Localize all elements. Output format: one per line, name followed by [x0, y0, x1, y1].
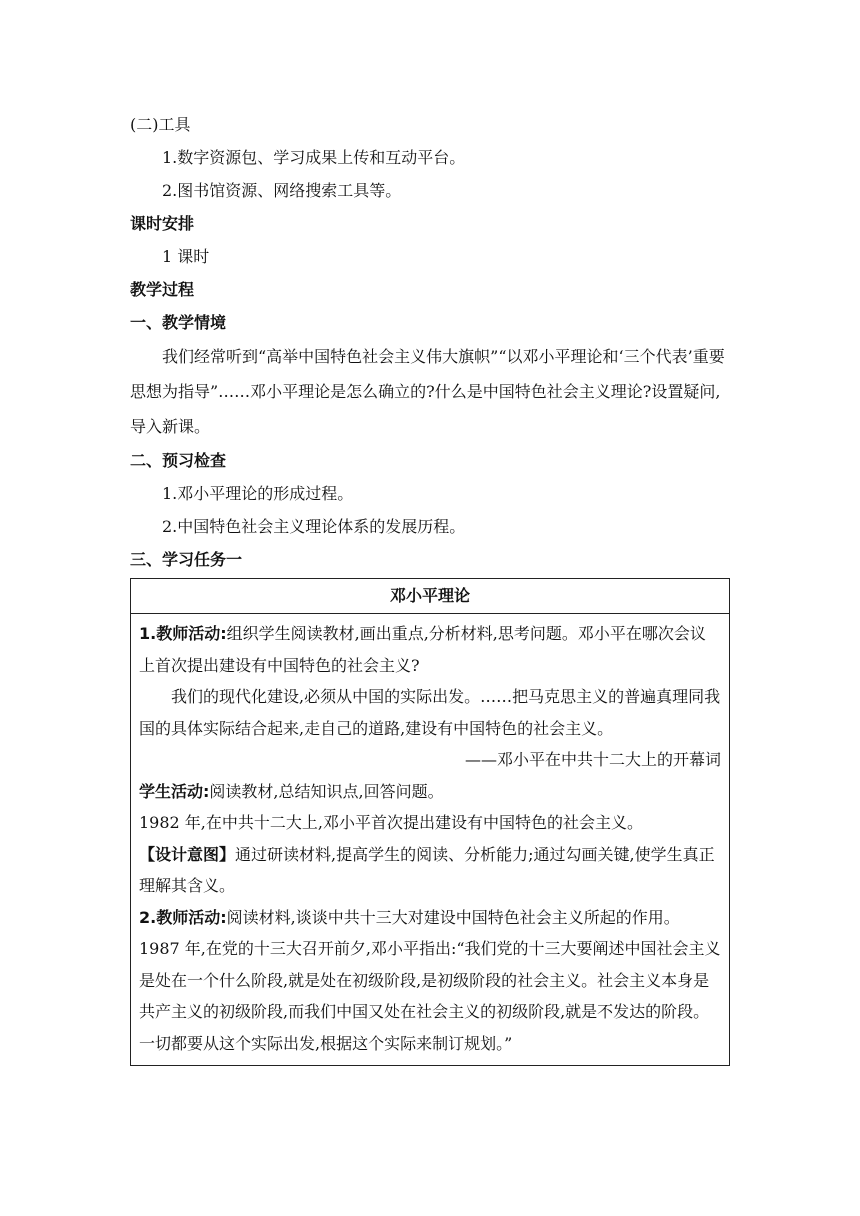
teacher-activity-1-label: 1.教师活动: — [139, 624, 227, 643]
student-activity-text: 阅读教材,总结知识点,回答问题。 — [209, 781, 444, 801]
document-content — [130, 108, 730, 1066]
section2-item: 2.中国特色社会主义理论体系的发展历程。 — [162, 517, 466, 536]
schedule-text: 1 课时 — [162, 247, 210, 266]
tools-heading: (二)工具 — [130, 115, 191, 134]
task-box-body — [131, 614, 729, 1065]
schedule-heading: 课时安排 — [130, 214, 195, 233]
task-box-title: 邓小平理论 — [131, 579, 729, 614]
teacher-activity-1 — [139, 618, 721, 681]
tools-item: 2.图书馆资源、网络搜索工具等。 — [162, 181, 402, 200]
quote-source: ——邓小平在中共十二大上的开幕词 — [464, 750, 721, 769]
teacher-activity-1-text: 组织学生阅读教材,画出重点,分析材料,思考问题。邓小平在哪次会议上首次提出建设有中国特色的社会主义? — [139, 624, 706, 675]
process-heading: 教学过程 — [130, 280, 195, 299]
design-intent-text: 通过研读材料,提高学生的阅读、分析能力;通过勾画关键,使学生真正理解其含义。 — [139, 844, 715, 895]
section3-heading: 三、学习任务一 — [130, 550, 243, 569]
student-activity — [139, 776, 721, 808]
section1-heading: 一、教学情境 — [130, 313, 227, 332]
tools-item: 1.数字资源包、学习成果上传和互动平台。 — [162, 148, 466, 167]
student-activity-label: 学生活动: — [139, 781, 210, 801]
teacher-activity-2-text: 阅读材料,谈谈中共十三大对建设中国特色社会主义所起的作用。 — [226, 907, 680, 927]
section2-item: 1.邓小平理论的形成过程。 — [162, 484, 354, 503]
section1-text: 我们经常听到“高举中国特色社会主义伟大旗帜”“以邓小平理论和‘三个代表’重要思想为指导”……邓小平理论是怎么确立的?什么是中国特色社会主义理论?设置疑问,导入新课。 — [130, 347, 725, 436]
design-intent-label: 【设计意图】 — [139, 844, 236, 864]
material-text: 1987 年,在党的十三大召开前夕,邓小平指出:“我们党的十三大要阐述中国社会主义是处在一个什么阶段,就是处在初级阶段,是初级阶段的社会主义。社会主义本身是共产主义的初级阶段,而我们中国又处在社会主义的初级阶段,就是不发达的阶段。一切都要从这个实际出发,根据这个实际来制订规划。” — [139, 939, 721, 1053]
design-intent — [139, 839, 721, 902]
section2-heading: 二、预习检查 — [130, 451, 227, 470]
answer-text: 1982 年,在中共十二大上,邓小平首次提出建设有中国特色的社会主义。 — [139, 813, 643, 832]
teacher-activity-2-label: 2.教师活动: — [139, 907, 227, 927]
task-box — [130, 578, 730, 1066]
quote-text: 我们的现代化建设,必须从中国的实际出发。……把马克思主义的普遍真理同我国的具体实际结合起来,走自己的道路,建设有中国特色的社会主义。 — [139, 687, 721, 738]
teacher-activity-2 — [139, 902, 721, 934]
